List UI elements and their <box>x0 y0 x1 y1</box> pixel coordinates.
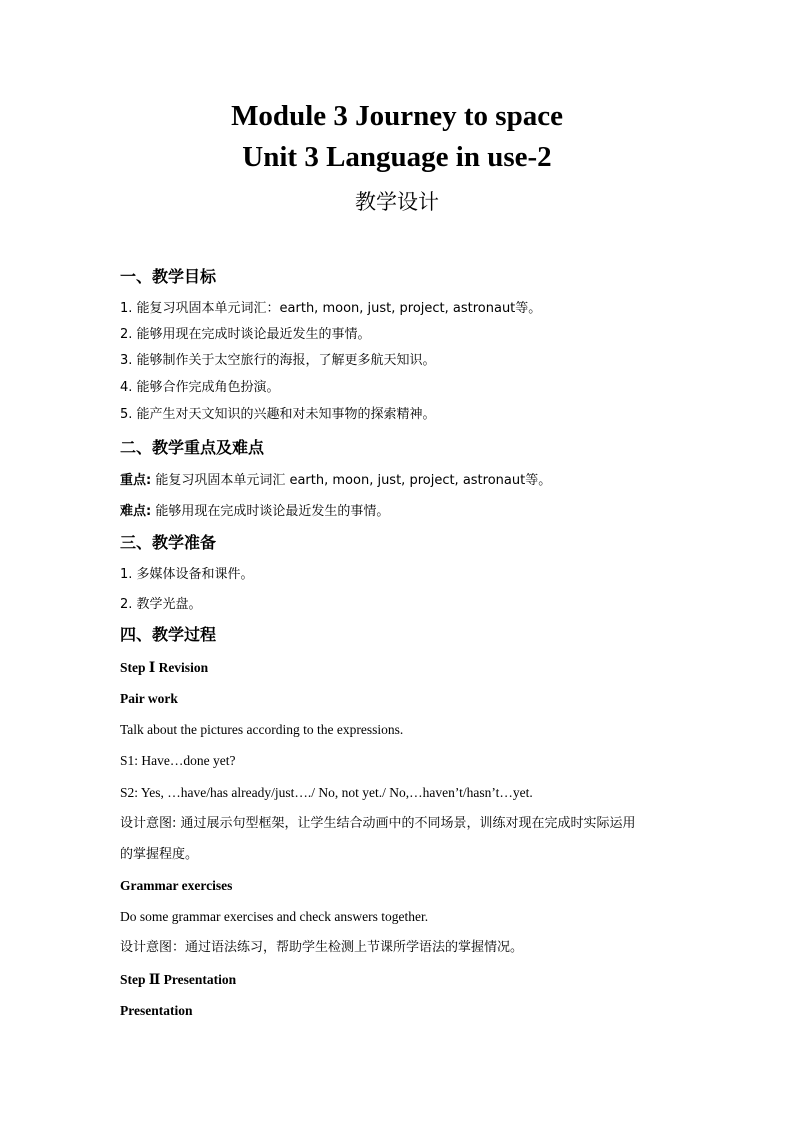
design-intent-1-cont: 的掌握程度。 <box>120 847 199 862</box>
objective-item: 2. 能够用现在完成时谈论最近发生的事情。 <box>120 327 371 342</box>
section-heading-preparation: 三、教学准备 <box>120 533 217 552</box>
dialogue-s2: S2: Yes, …have/has already/just…./ No, not yet./ No,…haven’t/hasn’t…yet. <box>120 785 533 800</box>
key-point-text: 能复习巩固本单元词汇 earth, moon, just, project, astronaut等。 <box>151 473 552 488</box>
grammar-text: Do some grammar exercises and check answers together. <box>120 909 429 924</box>
dialogue-s1: S1: Have…done yet? <box>120 753 236 768</box>
objective-item: 5. 能产生对天文知识的兴趣和对未知事物的探索精神。 <box>120 407 436 422</box>
step-revision: Step Ⅰ Revision <box>120 660 209 675</box>
preparation-item: 2. 教学光盘。 <box>120 597 202 612</box>
section-heading-process: 四、教学过程 <box>120 625 217 644</box>
title-module: Module 3 Journey to space <box>231 100 563 132</box>
section-heading-key-points: 二、教学重点及难点 <box>120 438 265 457</box>
title-teaching-design: 教学设计 <box>355 190 439 214</box>
difficulty-text: 能够用现在完成时谈论最近发生的事情。 <box>151 504 390 519</box>
objective-item: 1. 能复习巩固本单元词汇：earth, moon, just, project, astronaut等。 <box>120 301 542 316</box>
key-point-label: 重点: <box>120 473 152 488</box>
design-intent-2: 设计意图：通过语法练习，帮助学生检测上节课所学语法的掌握情况。 <box>120 940 524 955</box>
objective-item: 3. 能够制作关于太空旅行的海报，了解更多航天知识。 <box>120 353 436 368</box>
subheading-pair-work: Pair work <box>120 691 178 706</box>
difficulty-line <box>120 503 720 521</box>
step-presentation: Step Ⅱ Presentation <box>120 972 237 987</box>
subheading-grammar-exercises: Grammar exercises <box>120 878 233 893</box>
title-unit: Unit 3 Language in use-2 <box>242 141 552 173</box>
design-intent-1: 设计意图: 通过展示句型框架，让学生结合动画中的不同场景，训练对现在完成时实际运用 <box>120 816 636 831</box>
section-heading-objectives: 一、教学目标 <box>120 267 217 286</box>
preparation-item: 1. 多媒体设备和课件。 <box>120 567 254 582</box>
subheading-presentation: Presentation <box>120 1003 193 1018</box>
key-point-line <box>120 472 720 490</box>
pair-work-text: Talk about the pictures according to the expressions. <box>120 722 404 737</box>
objective-item: 4. 能够合作完成角色扮演。 <box>120 380 280 395</box>
difficulty-label: 难点: <box>120 504 152 519</box>
